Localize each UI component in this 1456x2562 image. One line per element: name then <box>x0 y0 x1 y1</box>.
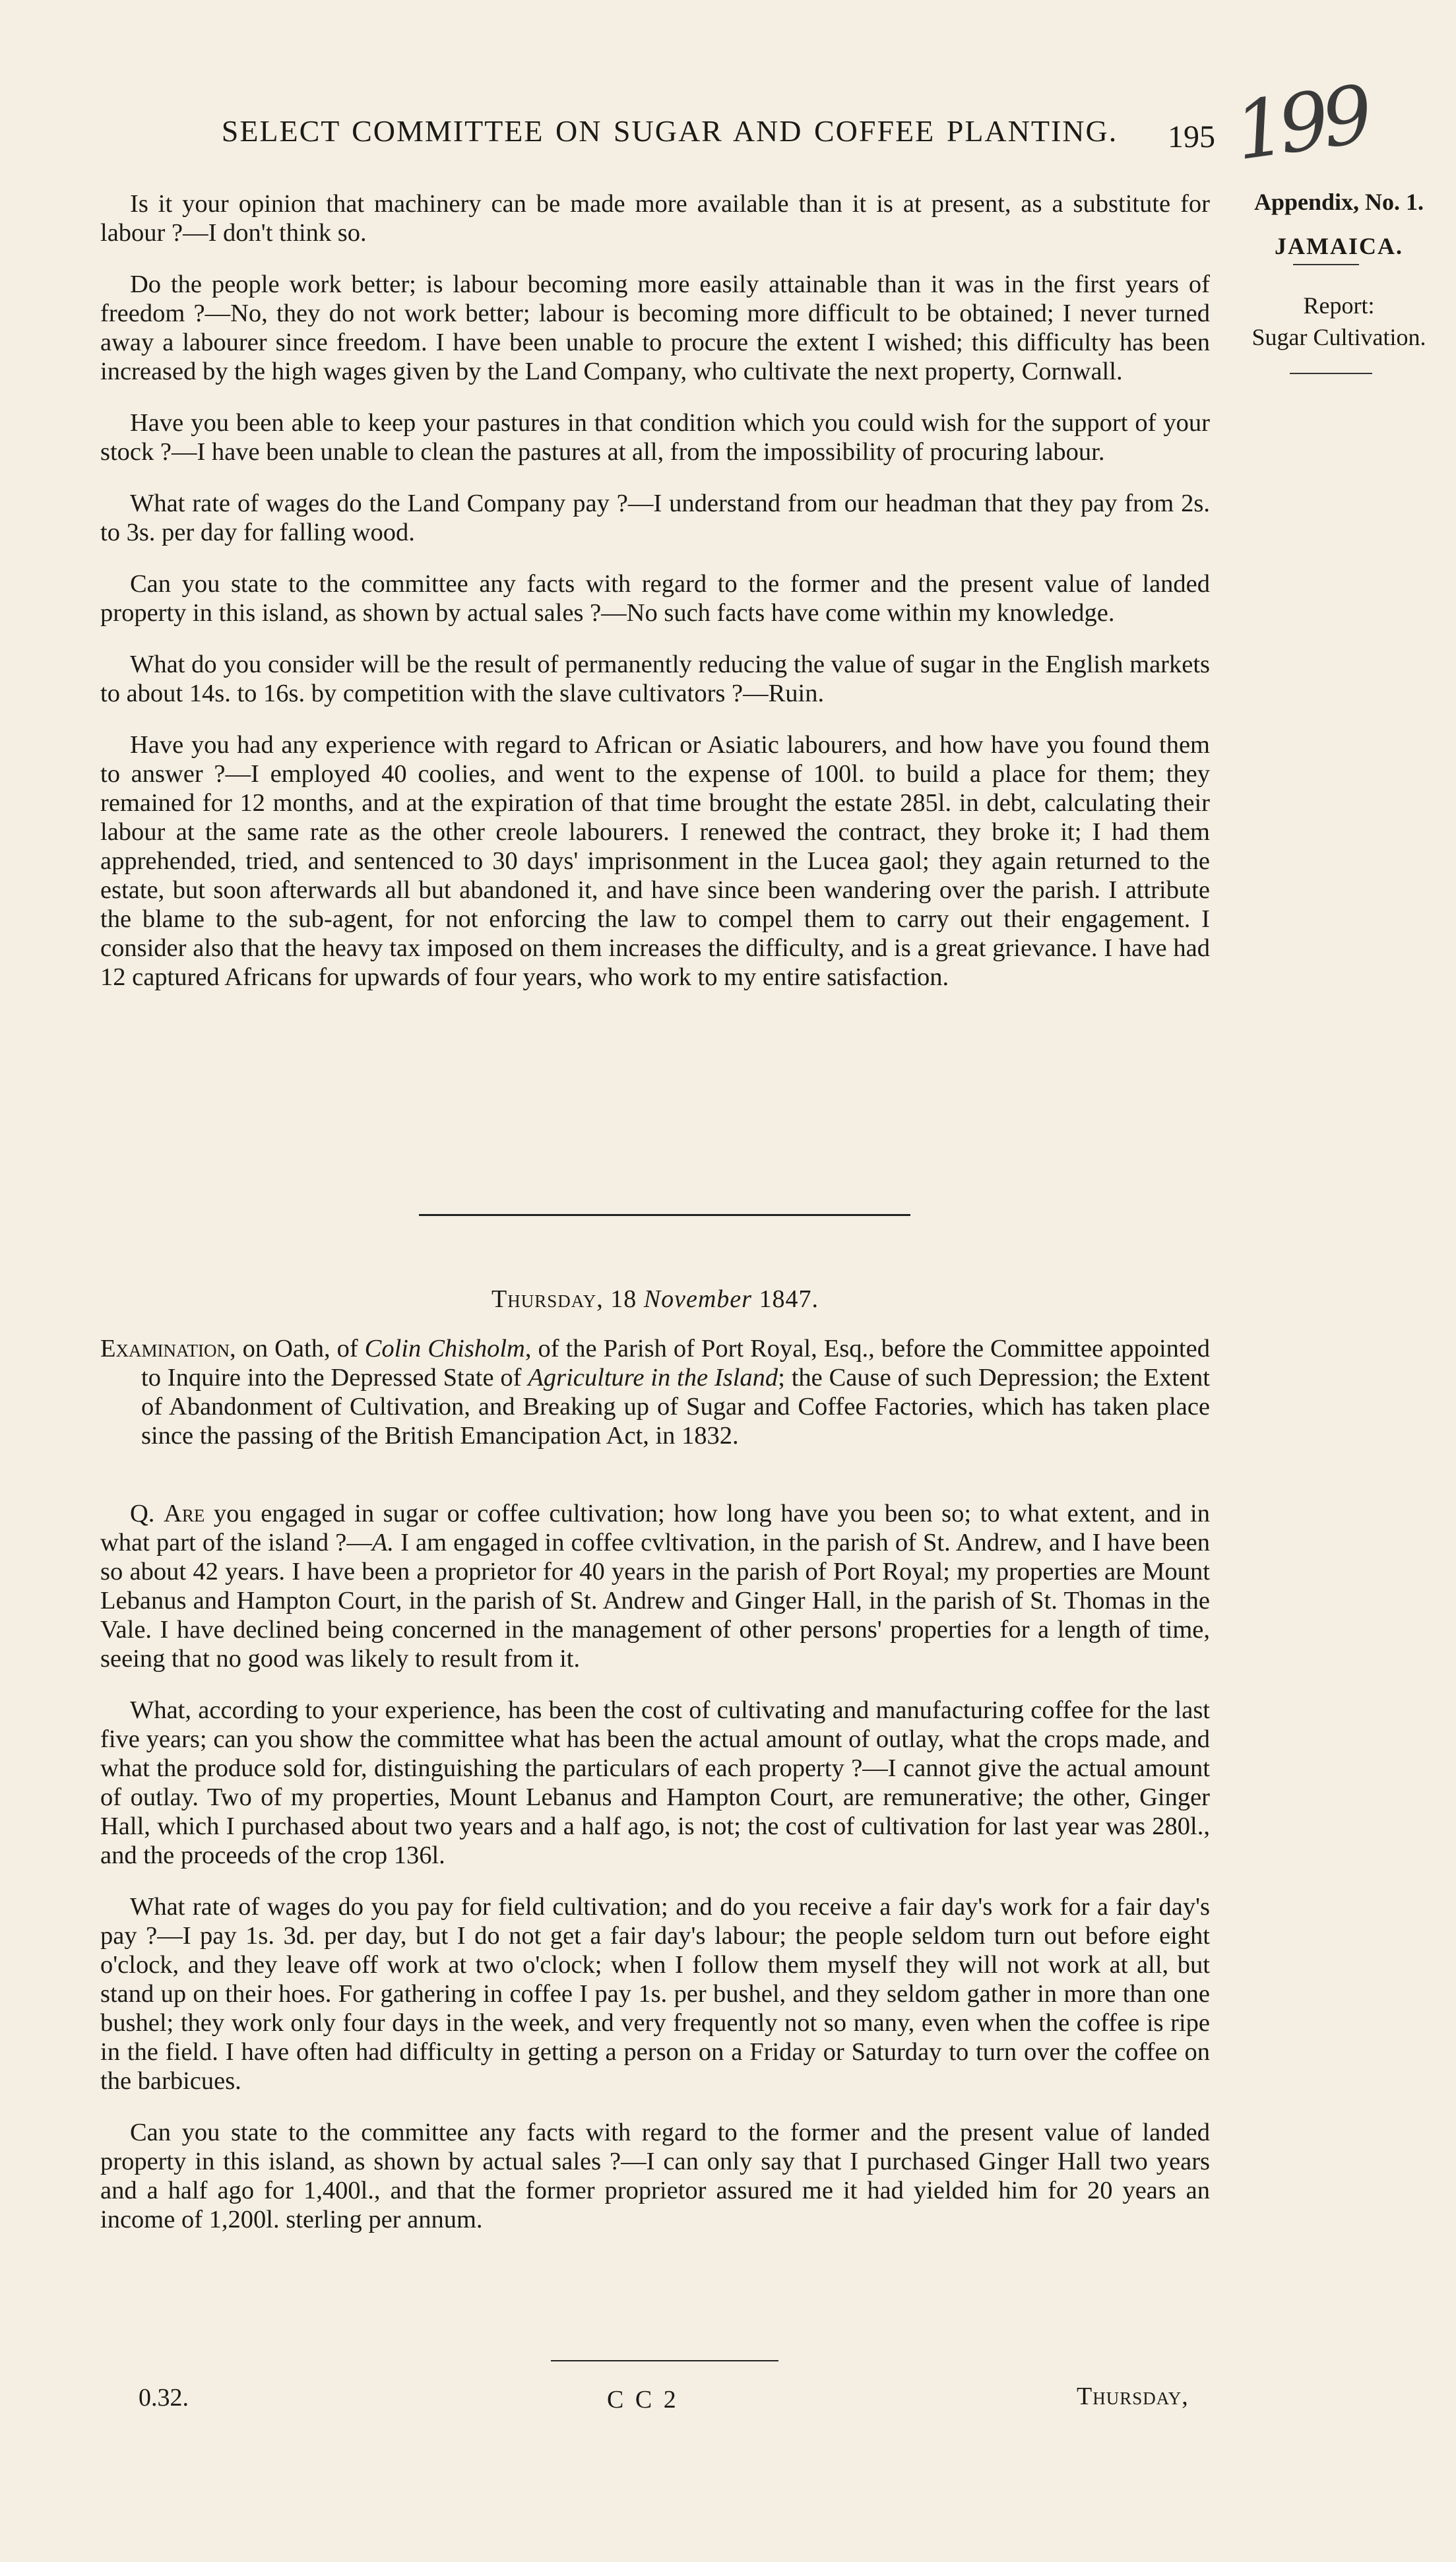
testimony-section-2 <box>100 1499 1210 2257</box>
question-answer-paragraph <box>100 1499 1210 1673</box>
examination-topic: Agriculture in the Island <box>528 1364 778 1392</box>
paragraph: What rate of wages do the Land Company pay ?—I understand from our headman that they pay from 2s. to 3s. per day for falling wood. <box>100 490 1210 546</box>
sidebar-region: JAMAICA. <box>1275 233 1403 259</box>
paragraph: What do you consider will be the result of permanently reducing the value of sugar in the English markets to about 14s. to 16s. by competition with the slave cultivators ?—Ruin. <box>100 651 1210 707</box>
witness-name: Colin Chisholm <box>364 1335 525 1362</box>
paragraph: Can you state to the committee any facts with regard to the former and the present value of landed property in this island, as shown by actual sales ?—I can only say that I purchased Ginger Hall two years and a half ago for 1,400l., and that the former proprietor assured me it had yielded him for 20 years an income of 1,200l. sterling per annum. <box>100 2119 1210 2233</box>
page-number: 195 <box>1168 119 1215 154</box>
paragraph: Do the people work better; is labour becoming more easily attainable than it was in the first years of freedom ?—No, they do not work better; labour is becoming more difficult to be obtained; I never turned away a labourer since freedom. I have been unable to procure the extent I wished; this difficulty has been increased by the high wages given by the Land Company, who cultivate the next property, Cornwall. <box>100 271 1210 385</box>
examination-text: , on Oath, of <box>230 1335 365 1362</box>
answer-mark: A. <box>371 1529 394 1556</box>
paragraph: Have you had any experience with regard to African or Asiatic labourers, and how have you found them to answer ?—I employed 40 coolies, and went to the expense of 100l. to build a place for them; they remained for 12 months, and at the expiration of that time brought the estate 285l. in debt, calculating their labour at the same rate as the other creole labourers. I renewed the contract, they broke it; I had them apprehended, tried, and sentenced to 30 days' imprisonment in the Lucea gaol; they again returned to the estate, but soon afterwards all but abandoned it, and have since been wandering over the parish. I attribute the blame to the sub-agent, for not enforcing the law to compel them to carry out their engagement. I consider also that the heavy tax imposed on them increases the difficulty, and is a great grievance. I have had 12 captured Africans for upwards of four years, who work to my entire satisfaction. <box>100 731 1210 991</box>
paragraph: What, according to your experience, has been the cost of cultivating and manufacturing coffee for the last five years; can you show the committee what has been the actual amount of outlay, what the crops made, and what the produce sold for, distinguishing the particulars of each property ?—I cannot give the actual amount of outlay. Two of my properties, Mount Lebanus and Hampton Court, are remunerative; the other, Ginger Hall, which I purchased about two years and a half ago, is not; the cost of cultivation for last year was 280l., and the proceeds of the crop 136l. <box>100 1696 1210 1869</box>
question-first-word: Are <box>164 1500 205 1527</box>
day-year: 1847. <box>751 1285 819 1313</box>
sidebar-rule <box>1293 264 1359 265</box>
paragraph: Have you been able to keep your pastures in that condition which you could wish for the support of your stock ?—I have been unable to clean the pastures at all, from the impossibility of procuring labour. <box>100 409 1210 466</box>
answer-text: I am engaged in coffee cvltivation, in the parish of St. Andrew, and I have been so about 42 years. I have been a proprietor for 40 years in the parish of Port Royal; my properties are Mount Lebanus and Hampton Court, in the parish of St. Andrew and Ginger Hall, in the parish of St. Thomas in the Vale. I have declined being concerned in the management of other persons' properties for a length of time, seeing that no good was likely to result from it. <box>100 1529 1210 1673</box>
examination-text: ; the Cause of such Depression; the Extent of Abandonment of Cultivation, and Breaking up of Sugar and Coffee Factories, which has taken place since the passing of the British Emancipation Act, in 1832. <box>141 1364 1210 1450</box>
day-heading <box>100 1285 1210 1314</box>
sidebar-appendix: Appendix, No. 1. <box>1253 189 1424 215</box>
examination-text: , of the Parish of Port Royal, Esq., before the Committee appointed to Inquire into the Depressed State of <box>141 1335 1210 1392</box>
examination-heading <box>100 1334 1210 1450</box>
handwritten-folio-number: 199 <box>1229 69 1372 179</box>
testimony-section-1 <box>100 189 1210 1014</box>
day-month: November <box>643 1285 752 1313</box>
question-text: you engaged in sugar or coffee cultivation; how long have you been so; to what extent, and in what part of the island ?— <box>100 1500 1210 1556</box>
section-divider <box>419 1214 910 1216</box>
paragraph: What rate of wages do you pay for field cultivation; and do you receive a fair day's work for a fair day's pay ?—I pay 1s. 3d. per day, but I do not get a fair day's labour; the people seldom turn out before eight o'clock, and they leave off work at two o'clock; when I follow them myself they will not work at all, but stand up on their hoes. For gathering in coffee I pay 1s. per bushel, and they seldom gather in more than one bushel; they work only four days in the week, and very frequently not so many, even when the coffee is ripe in the field. I have often had difficulty in getting a person on a Friday or Saturday to turn over the coffee on the barbicues. <box>100 1893 1210 2095</box>
day-date: , 18 <box>596 1285 644 1313</box>
examination-lead: Examination <box>100 1335 230 1362</box>
running-title: SELECT COMMITTEE ON SUGAR AND COFFEE PLANTING. <box>221 114 1118 148</box>
footer-sheet-number: 0.32. <box>139 2384 189 2412</box>
paragraph: Is it your opinion that machinery can be made more available than it is at present, as a substitute for labour ?—I don't think so. <box>100 190 1210 247</box>
sidebar-subject: Sugar Cultivation. <box>1251 324 1426 350</box>
sidebar-report: Report: <box>1303 292 1375 319</box>
sidebar-rule <box>1290 373 1372 374</box>
footer-catchword: Thursday, <box>1077 2383 1189 2410</box>
footer-signature-mark: C C 2 <box>607 2386 679 2414</box>
question-mark: Q. <box>130 1500 155 1527</box>
day-weekday: Thursday <box>491 1285 597 1313</box>
paragraph: Can you state to the committee any facts with regard to the former and the present value of landed property in this island, as shown by actual sales ?—No such facts have come within my knowledge. <box>100 570 1210 627</box>
end-divider <box>551 2360 778 2361</box>
